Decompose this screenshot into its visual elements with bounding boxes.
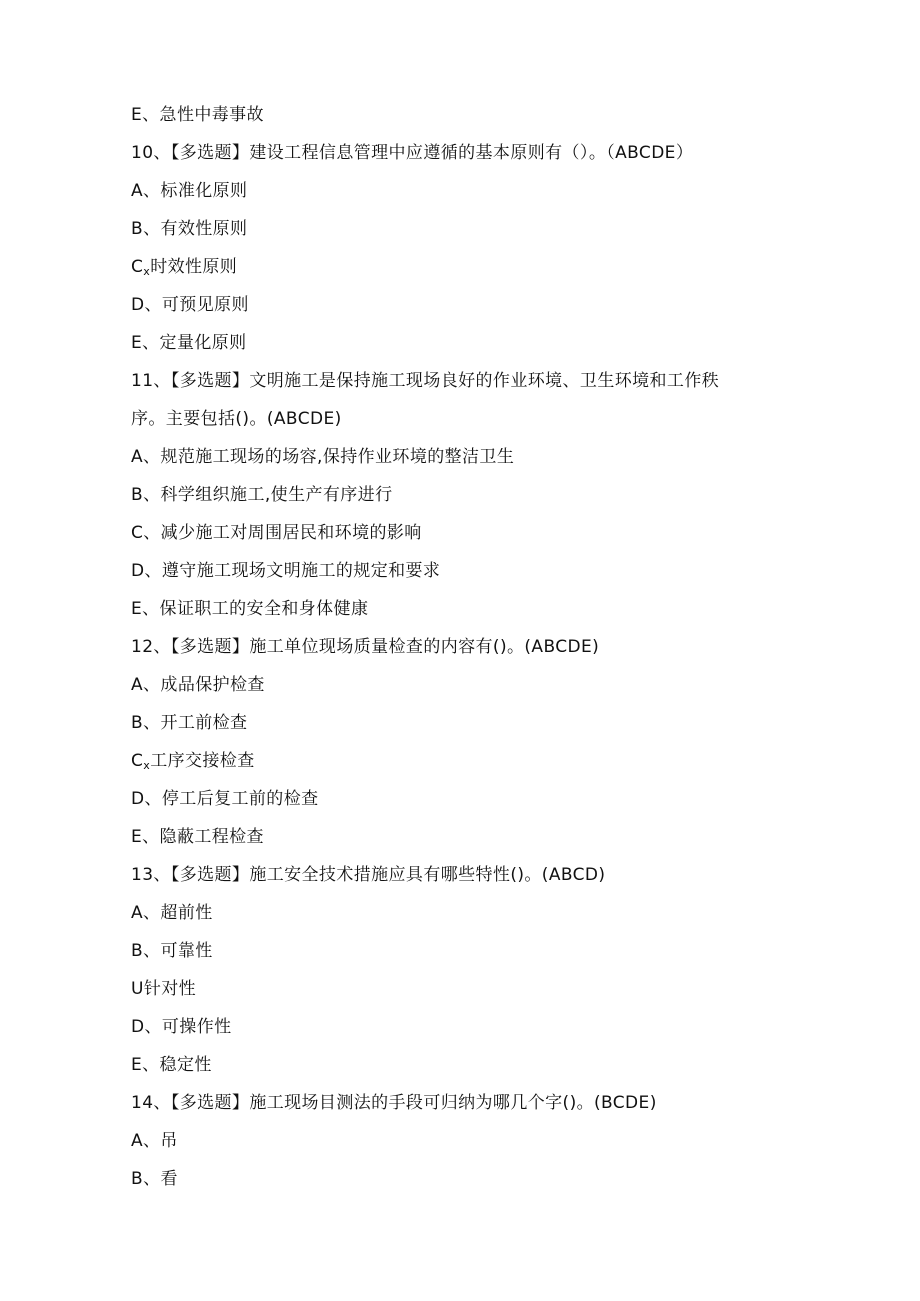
option-line: A、规范施工现场的场容,保持作业环境的整洁卫生 xyxy=(131,447,515,467)
option-line: E、保证职工的安全和身体健康 xyxy=(131,599,369,619)
option-text: 时效性原则 xyxy=(150,257,238,277)
question-line: 10、【多选题】建设工程信息管理中应遵循的基本原则有（）。（ABCDE） xyxy=(131,143,694,163)
question-continuation-line: 序。主要包括()。(ABCDE) xyxy=(131,409,342,429)
option-line: B、看 xyxy=(131,1169,178,1189)
option-line: B、可靠性 xyxy=(131,941,213,961)
option-prefix: C xyxy=(131,257,144,277)
option-prefix: C xyxy=(131,751,144,771)
question-line: 13、【多选题】施工安全技术措施应具有哪些特性()。(ABCD) xyxy=(131,865,606,885)
option-subscript: x xyxy=(143,759,151,772)
question-line: 12、【多选题】施工单位现场质量检查的内容有()。(ABCDE) xyxy=(131,637,600,657)
option-line: B、科学组织施工,使生产有序进行 xyxy=(131,485,393,505)
option-subscript: x xyxy=(143,265,151,278)
question-line: 11、【多选题】文明施工是保持施工现场良好的作业环境、卫生环境和工作秩 xyxy=(131,371,720,391)
option-line: C、减少施工对周围居民和环境的影响 xyxy=(131,523,422,543)
option-text: 工序交接检查 xyxy=(150,751,255,771)
option-line: D、遵守施工现场文明施工的规定和要求 xyxy=(131,561,441,581)
option-line: B、开工前检查 xyxy=(131,713,248,733)
question-list xyxy=(131,96,811,1198)
option-line: E、急性中毒事故 xyxy=(131,105,264,125)
option-line: A、超前性 xyxy=(131,903,213,923)
option-line: A、吊 xyxy=(131,1131,178,1151)
option-line: A、标准化原则 xyxy=(131,181,248,201)
question-line: 14、【多选题】施工现场目测法的手段可归纳为哪几个字()。(BCDE) xyxy=(131,1093,657,1113)
option-line: A、成品保护检查 xyxy=(131,675,265,695)
option-line: D、可预见原则 xyxy=(131,295,249,315)
option-line: E、稳定性 xyxy=(131,1055,212,1075)
option-line: E、定量化原则 xyxy=(131,333,247,353)
option-line: E、隐蔽工程检查 xyxy=(131,827,264,847)
option-line xyxy=(131,248,811,286)
option-line xyxy=(131,742,811,780)
option-line: U针对性 xyxy=(131,979,197,999)
option-line: D、可操作性 xyxy=(131,1017,232,1037)
option-line: B、有效性原则 xyxy=(131,219,248,239)
option-line: D、停工后复工前的检查 xyxy=(131,789,319,809)
